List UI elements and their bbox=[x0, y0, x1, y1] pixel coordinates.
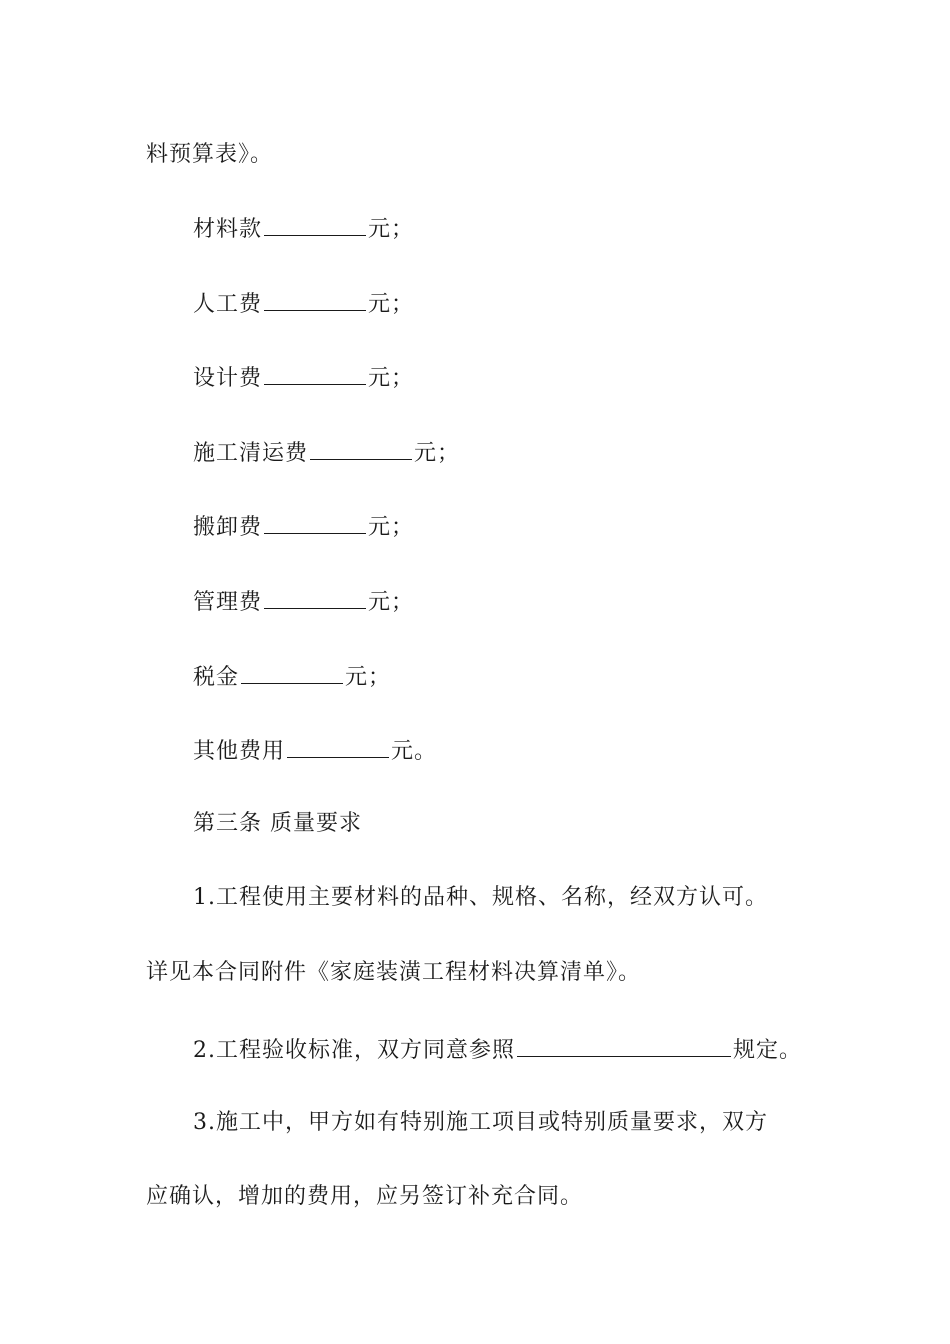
fill-in-blank[interactable] bbox=[264, 209, 366, 236]
fill-in-blank[interactable] bbox=[241, 657, 343, 684]
fill-in-blank[interactable] bbox=[310, 433, 412, 460]
clause-3-line-1: 3.施工中，甲方如有特别施工项目或特别质量要求，双方 bbox=[193, 1110, 768, 1135]
fill-in-blank[interactable] bbox=[264, 358, 366, 385]
fee-unit: 元； bbox=[368, 292, 415, 317]
fee-row-cleanup bbox=[193, 433, 460, 469]
fill-in-blank[interactable] bbox=[517, 1030, 731, 1057]
section-heading: 第三条 质量要求 bbox=[193, 811, 362, 836]
fee-label: 设计费 bbox=[193, 366, 263, 391]
fee-label: 税金 bbox=[193, 665, 240, 690]
fee-unit: 元； bbox=[345, 665, 392, 690]
clause-2: 2.工程验收标准，双方同意参照 规定。 bbox=[193, 1030, 802, 1066]
fee-row-other bbox=[193, 731, 437, 767]
fee-label: 人工费 bbox=[193, 292, 263, 317]
clause-3-line-2: 应确认，增加的费用，应另签订补充合同。 bbox=[146, 1184, 584, 1209]
fee-row-materials bbox=[193, 209, 414, 245]
fee-unit: 元； bbox=[368, 366, 415, 391]
fee-row-management bbox=[193, 582, 414, 618]
fee-unit: 元； bbox=[368, 515, 415, 540]
fee-row-design bbox=[193, 358, 414, 394]
clause-1-line-2: 详见本合同附件《家庭装潢工程材料决算清单》。 bbox=[146, 960, 642, 985]
fee-label: 管理费 bbox=[193, 590, 263, 615]
fee-label: 材料款 bbox=[193, 217, 263, 242]
fill-in-blank[interactable] bbox=[264, 284, 366, 311]
fee-row-labor bbox=[193, 284, 414, 320]
fill-in-blank[interactable] bbox=[287, 731, 389, 758]
fee-label: 搬卸费 bbox=[193, 515, 263, 540]
fee-label: 施工清运费 bbox=[193, 441, 309, 466]
fee-row-tax bbox=[193, 657, 391, 693]
fee-unit: 元。 bbox=[391, 739, 438, 764]
fill-in-blank[interactable] bbox=[264, 582, 366, 609]
fee-unit: 元； bbox=[368, 217, 415, 242]
clause-1-line-1: 1.工程使用主要材料的品种、规格、名称，经双方认可。 bbox=[193, 885, 768, 910]
fee-unit: 元； bbox=[414, 441, 461, 466]
paragraph-continuation: 料预算表》。 bbox=[146, 142, 274, 167]
fee-unit: 元； bbox=[368, 590, 415, 615]
fill-in-blank[interactable] bbox=[264, 507, 366, 534]
fee-row-handling bbox=[193, 507, 414, 543]
fee-label: 其他费用 bbox=[193, 739, 286, 764]
